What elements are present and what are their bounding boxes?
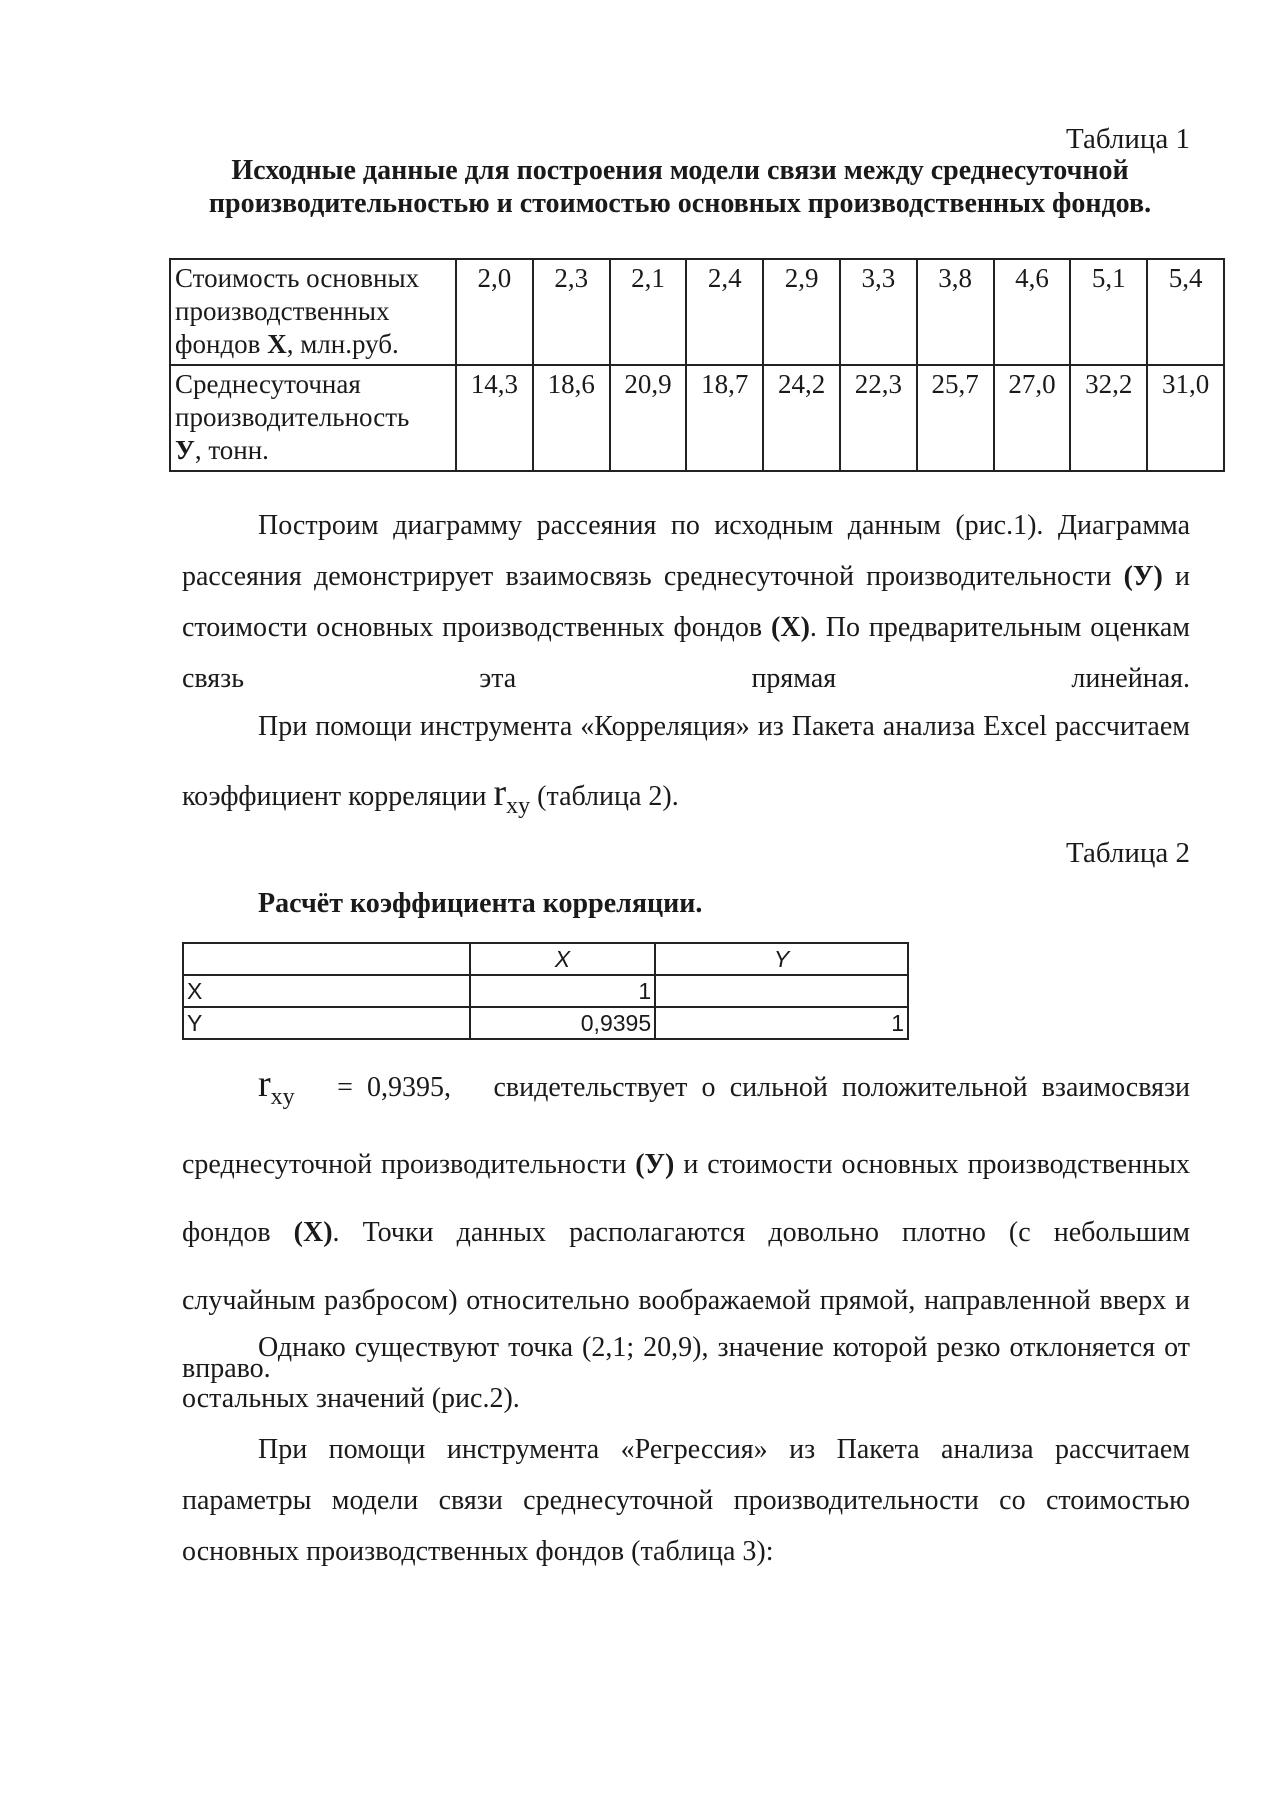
table-cell: 25,7 bbox=[917, 365, 994, 471]
table-row bbox=[183, 1007, 908, 1039]
table-row bbox=[170, 259, 1224, 365]
table2-title: Расчёт коэффициента корреляции. bbox=[258, 888, 703, 919]
table-cell: 2,1 bbox=[610, 259, 687, 365]
table-cell: 1 bbox=[655, 1007, 908, 1039]
table-cell: 2,3 bbox=[533, 259, 610, 365]
table-cell: 2,9 bbox=[763, 259, 840, 365]
table-cell: 20,9 bbox=[610, 365, 687, 471]
table-cell: 2,0 bbox=[456, 259, 533, 365]
table-cell: 14,3 bbox=[456, 365, 533, 471]
table-cell: 3,8 bbox=[917, 259, 994, 365]
table-row bbox=[183, 975, 908, 1007]
table-cell: 31,0 bbox=[1147, 365, 1224, 471]
table-cell: 4,6 bbox=[994, 259, 1071, 365]
paragraph-regression: При помощи инструмента «Регрессия» из Пакета анализа рассчитаем параметры модели связи среднесуточной производительности со стоимостью основных производственных фондов (таблица 3): bbox=[182, 1434, 1190, 1567]
paragraph-outlier: Однако существуют точка (2,1; 20,9), значение которой резко отклоняется от остальных значений (рис.2). bbox=[182, 1332, 1190, 1414]
table-cell: 18,6 bbox=[533, 365, 610, 471]
header-cell: X bbox=[470, 943, 655, 975]
table-cell: 22,3 bbox=[840, 365, 917, 471]
table1-caption: Таблица 1 bbox=[1065, 123, 1190, 155]
table-row bbox=[170, 365, 1224, 471]
paragraph-scatter: Построим диаграмму рассеяния по исходным данным (рис.1). Диаграмма рассеяния демонстрирует взаимосвязь среднесуточной производительности (У) и стоимости основных производственных фондов (Х). По предварительным оценкам связь эта прямая линейная. bbox=[182, 510, 1191, 694]
header-cell bbox=[183, 943, 470, 975]
row-label-y: Среднесуточная производительность У, тонн. bbox=[170, 365, 456, 471]
table-cell: 0,9395 bbox=[470, 1007, 655, 1039]
table-cell: Y bbox=[183, 1007, 470, 1039]
row-label-x: Стоимость основных производственных фондов Х, млн.руб. bbox=[170, 259, 456, 365]
table-cell: 1 bbox=[470, 975, 655, 1007]
table-cell: 5,4 bbox=[1147, 259, 1224, 365]
table2-caption: Таблица 2 bbox=[1065, 837, 1190, 869]
table-cell: 2,4 bbox=[686, 259, 763, 365]
table-cell: 27,0 bbox=[994, 365, 1071, 471]
correlation-table bbox=[182, 942, 909, 1040]
table-cell bbox=[655, 975, 908, 1007]
table-cell: X bbox=[183, 975, 470, 1007]
table-header-row bbox=[183, 943, 908, 975]
table1-title: Исходные данные для построения модели связи между среднесуточной производительностью и стоимостью основных производственных фондов. bbox=[208, 155, 1152, 219]
paragraph-correlation: При помощи инструмента «Корреляция» из Пакета анализа Excel рассчитаем коэффициент корреляции rxy (таблица 2). bbox=[182, 711, 1190, 819]
table-cell: 3,3 bbox=[840, 259, 917, 365]
table-cell: 5,1 bbox=[1070, 259, 1147, 365]
table-cell: 18,7 bbox=[686, 365, 763, 471]
table-cell: 24,2 bbox=[763, 365, 840, 471]
header-cell: Y bbox=[655, 943, 908, 975]
table-cell: 32,2 bbox=[1070, 365, 1147, 471]
paragraph-interpretation-line1: rxy = 0,9395, свидетельствует о сильной положительной взаимосвязи среднесуточной производительности (У) и стоимости основных производственных фондов (Х). Точки данных располагаются довольно плотно (с небольшим случайным разбросом) относительно воображаемой прямой, направленной вверх и вправо. bbox=[182, 1063, 1191, 1384]
source-data-table bbox=[169, 258, 1225, 472]
